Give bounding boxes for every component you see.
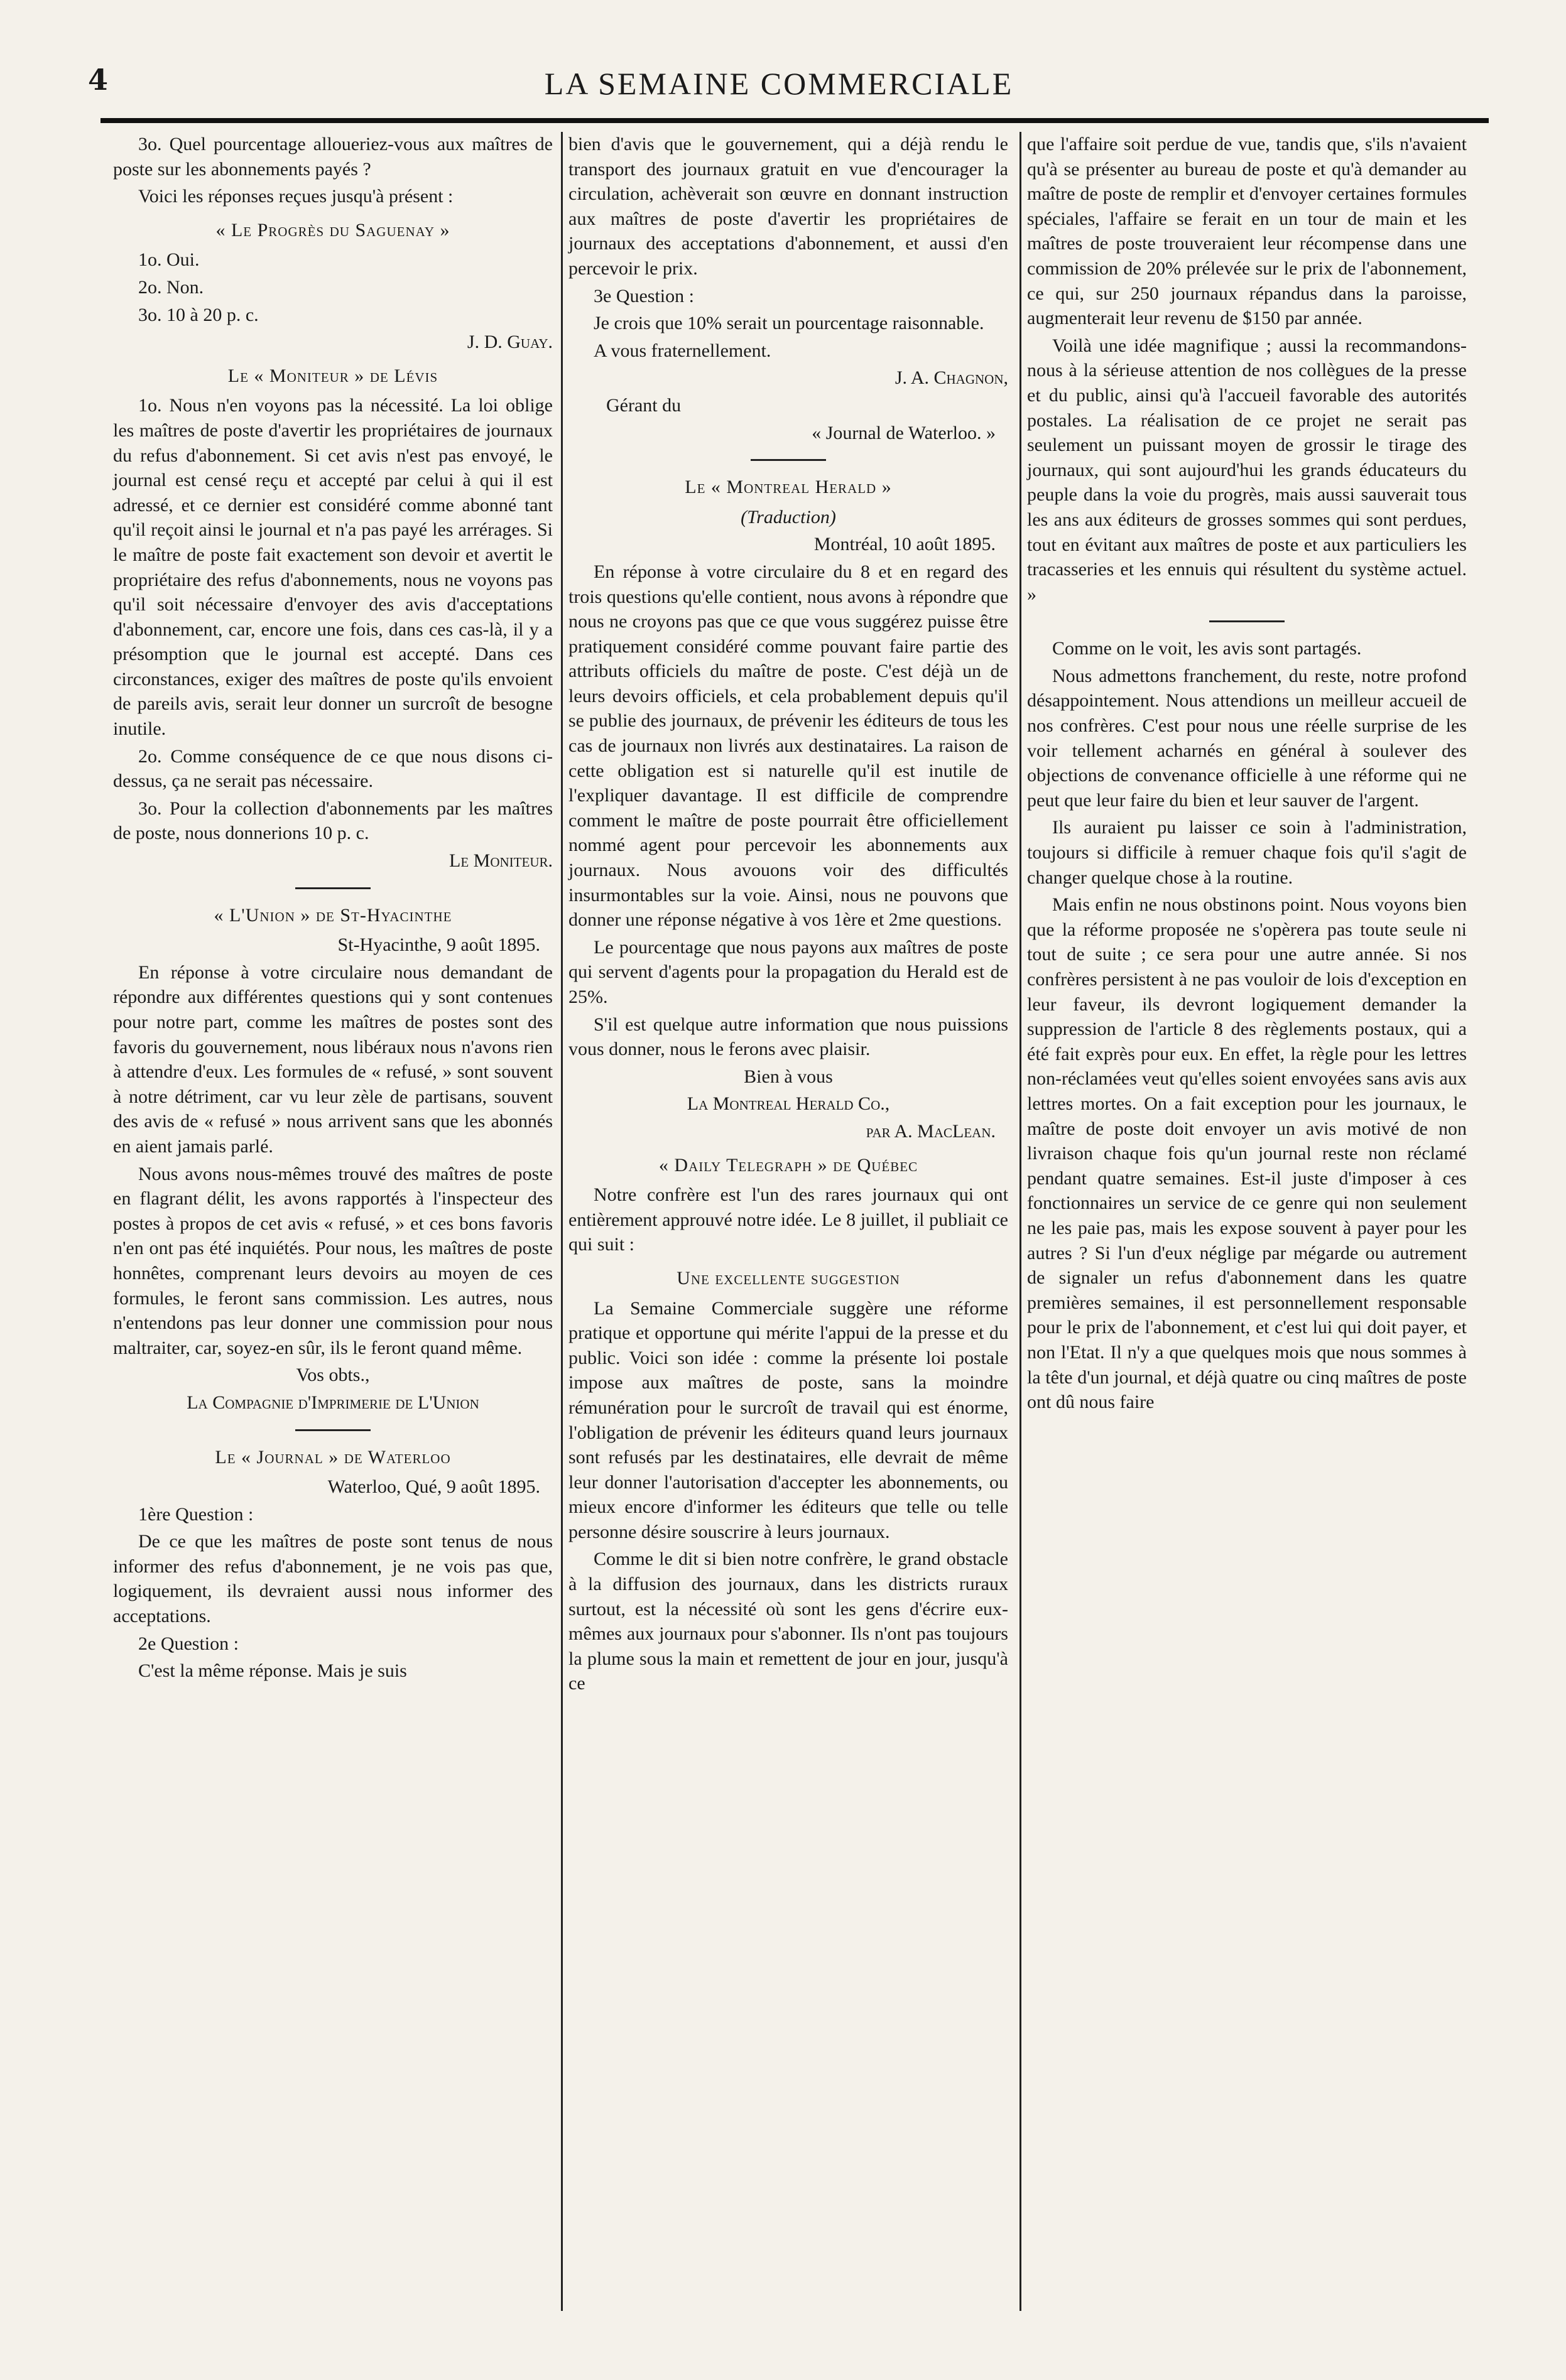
paragraph: Comme on le voit, les avis sont partagés. [1052, 638, 1362, 659]
paragraph: 2o. Comme conséquence de ce que nous disons ci-dessus, ça ne serait pas nécessaire. [113, 745, 553, 792]
header-rule [101, 118, 1489, 123]
paragraph: Voici les réponses reçues jusqu'à présent : [138, 186, 454, 207]
signature-title: Gérant du [606, 394, 682, 416]
answer-line: 2o. Non. [138, 276, 204, 298]
closing: Vos obts., [296, 1365, 370, 1386]
column-separator [1020, 132, 1021, 2311]
article-column-1 [113, 132, 553, 1686]
paragraph: Je crois que 10% serait un pourcentage raisonnable. [594, 313, 984, 334]
section-heading: Le « Moniteur » de Lévis [227, 365, 438, 386]
dateline: St-Hyacinthe, 9 août 1895. [337, 934, 540, 956]
paragraph: bien d'avis que le gouvernement, qui a déjà rendu le transport des journaux gratuit en vue d'encourager la circulation, achèverait son œuvre en donnant instruction aux maîtres de poste d'avertir les propriétaires de journaux des acceptations d'abonnement, et aussi d'en percevoir le prix. [568, 134, 1008, 279]
answer-line: 3o. 10 à 20 p. c. [138, 304, 259, 325]
paragraph: Notre confrère est l'un des rares journaux qui ont entièrement approuvé notre idée. Le 8 juillet, il publiait ce qui suit : [568, 1184, 1008, 1255]
section-heading: « Daily Telegraph » de Québec [658, 1154, 918, 1176]
section-heading: Le « Montreal Herald » [685, 477, 892, 498]
signature: La Compagnie d'Imprimerie de L'Union [187, 1392, 479, 1413]
translation-note: (Traduction) [741, 506, 836, 527]
paragraph: En réponse à votre circulaire du 8 et en regard des trois questions qu'elle contient, nous avons à répondre que nous ne croyons pas que ce que vous suggérez puisse être pratiquement considéré comme pouvant faire partie des attributs officiels du maître de poste. C'est déjà un de leurs devoirs officiels, et cela probablement depuis qu'il se publie des journaux, de prévenir les éditeurs de tous les cas de journaux non livrés aux destinataires. La raison de cette obligation est si naturelle qu'il est inutile de l'expliquer davantage. Il est difficile de comprendre comment le maître de poste pourrait être officiellement nommé agent pour percevoir les abonnements aux journaux. Nous avouons voir des difficultés insurmontables sur la voie. Ainsi, nous ne pouvons que donner une réponse négative à vos 1ère et 2me questions. [568, 561, 1008, 931]
section-heading: « Le Progrès du Saguenay » [215, 219, 450, 241]
paragraph: De ce que les maîtres de poste sont tenus de nous informer des refus d'abonnement, je ne vois pas que, logiquement, ils devraient aussi nous informer des acceptations. [113, 1531, 553, 1627]
answer-line: 1o. Oui. [138, 249, 200, 271]
question-label: 1ère Question : [138, 1503, 254, 1525]
paragraph: Mais enfin ne nous obstinons point. Nous voyons bien que la réforme proposée ne s'opèrera pas toute seule ni tout de suite ; ce sera pour une autre année. Si nos confrères persistent à ne pas vouloir de lois d'exception en leur faveur, ils devront logiquement demander la suppression de l'article 8 des règlements postaux, qui a été fait exprès pour eux. En effet, la règle pour les lettres non-réclamées veut qu'elles soient envoyées sans avis aux lettres mortes. On a fait exception pour les journaux, le maître de poste doit envoyer un avis motivé de non livraison chaque fois qu'un journal reste non réclamé pendant quatre semaines. Est-il juste d'imposer à ces fonctionnaires un service de ce genre qui non seulement ne les paie pas, mais les expose souvent à payer pour les autres ? Si l'un d'eux néglige par mégarde ou autrement de signaler un refus d'abonnement dans les quatre premières semaines, il est personnellement responsable pour le prix de l'abonnement, et c'est lui qui doit payer, et non l'Etat. Il n'y a que quelques mois que nous sommes à la tête d'un journal, et déjà quatre ou cinq maîtres de poste ont dû nous faire [1027, 894, 1467, 1413]
paragraph: Nous avons nous-mêmes trouvé des maîtres de poste en flagrant délit, les avons rapportés à l'inspecteur des postes à propos de cet avis « refusé, » et ces bons favoris n'en ont pas été inquiétés. Pour nous, les maîtres de poste honnêtes, comprenant leurs devoirs au moyen de ces formules, le feront sans commission. Les autres, nous n'entendons pas leur donner une commission pour nous maltraiter, car, soyez-en sûr, ils le feront quand même. [113, 1163, 553, 1358]
signature: J. A. Chagnon, [894, 367, 1008, 389]
section-divider [1209, 620, 1285, 622]
paragraph: Nous admettons franchement, du reste, notre profond désappointement. Nous attendions un meilleur accueil de nos confrères. C'est pour nous une réelle surprise de les voir tellement acharnés en général à soulever des objections de convenance officielle à une réforme qui ne peut que leur faire du bien et leur sauver de l'argent. [1027, 665, 1467, 811]
question-label: 2e Question : [138, 1633, 239, 1654]
paragraph: C'est la même réponse. Mais je suis [138, 1660, 407, 1682]
paragraph: Le pourcentage que nous payons aux maîtres de poste qui servent d'agents pour la propagation du Herald est de 25%. [568, 936, 1008, 1007]
paragraph: que l'affaire soit perdue de vue, tandis que, s'ils n'avaient qu'à se présenter au bureau de poste et qu'à demander au maître de poste de remplir et d'envoyer certaines formules spéciales, l'affaire se ferait en un tour de main et les maîtres de poste trouveraient leur récompense dans une commission de 20% prélevée sur le prix de l'abonnement, ce qui, sur 250 journaux répandus dans la paroisse, augmenterait leur revenu de $150 par année. [1027, 134, 1467, 329]
section-heading: Une excellente suggestion [677, 1267, 900, 1289]
section-heading: Le « Journal » de Waterloo [215, 1446, 451, 1468]
section-heading: « L'Union » de St-Hyacinthe [214, 904, 452, 926]
signature: La Montreal Herald Co., [687, 1093, 890, 1115]
paragraph: En réponse à votre circulaire nous demandant de répondre aux différentes questions qui y sont contenues pour notre part, comme les maîtres de postes sont des favoris du gouvernement, nous libéraux nous n'avons rien à attendre d'eux. Les formules de « refusé, » sont souvent à notre détriment, car vu leur zèle de partisans, souvent des avis de « refusé » nous arrivent sans que les abonnés en aient jamais parlé. [113, 961, 553, 1157]
article-column-2 [568, 132, 1008, 1699]
paragraph: Ils auraient pu laisser ce soin à l'administration, toujours si difficile à remuer chaque fois qu'il s'agit de changer quelque chose à la routine. [1027, 817, 1467, 888]
section-divider [751, 459, 826, 461]
signature-title: « Journal de Waterloo. » [812, 422, 996, 443]
paragraph: La Semaine Commerciale suggère une réforme pratique et opportune qui mérite l'appui de la presse et du public. Voici son idée : comme la présente loi postale impose aux maîtres de poste, sans la moindre rémunération pour le surcroît de travail qui est énorme, l'obligation de prévenir les éditeurs quand leurs journaux sont refusés par les destinataires, elle devrait de même leur donner l'autorisation d'accepter les abonnements, ou mieux encore d'informer les éditeurs que telle ou telle personne désire souscrire à leurs journaux. [568, 1297, 1008, 1542]
page-number: 4 [88, 63, 109, 97]
article-column-3 [1027, 132, 1467, 1417]
section-divider [295, 1429, 371, 1431]
paragraph: Comme le dit si bien notre confrère, le grand obstacle à la diffusion des journaux, dans les districts ruraux surtout, est la nécessité où sont les gens d'écrire eux-mêmes aux journaux pour s'abonner. Ils n'ont pas toujours la plume sous la main et remettent de jour en jour, jusqu'à ce [568, 1549, 1008, 1694]
paragraph: Voilà une idée magnifique ; aussi la recommandons-nous à la sérieuse attention de nos collègues de la presse et du public, ainsi qu'à l'accueil favorable des autorités postales. La réalisation de ce projet ne serait pas seulement un puissant moyen de grossir le tirage des journaux, qui sont aujourd'hui les grands éducateurs du peuple dans la voie du progrès, mais aussi sauverait tous les ans aux éditeurs de grosses sommes qui sont perdues, tout en évitant aux maîtres de poste et aux particuliers les tracasseries et les ennuis qui résultent du système actuel. » [1027, 335, 1467, 605]
signature: par A. MacLean. [866, 1120, 996, 1142]
page-header [88, 63, 1470, 113]
dateline: Montréal, 10 août 1895. [813, 534, 996, 555]
closing: Bien à vous [744, 1066, 833, 1087]
paragraph: 3o. Quel pourcentage alloueriez-vous aux maîtres de poste sur les abonnements payés ? [113, 134, 553, 180]
paragraph: A vous fraternellement. [594, 340, 771, 361]
column-separator [561, 132, 563, 2311]
masthead-title: LA SEMAINE COMMERCIALE [544, 66, 1014, 101]
section-divider [295, 887, 371, 889]
question-label: 3e Question : [594, 285, 694, 306]
signature: J. D. Guay. [467, 332, 553, 353]
dateline: Waterloo, Qué, 9 août 1895. [327, 1476, 540, 1498]
signature: Le Moniteur. [449, 850, 553, 872]
paragraph: 1o. Nous n'en voyons pas la nécessité. La loi oblige les maîtres de poste d'avertir les propriétaires de journaux du refus d'abonnement. Si cet avis n'est pas envoyé, le journal est censé reçu et accepté par celui à qui il est adressé, et ce dernier est considéré comme abonné tant qu'il reçoit ainsi le journal et n'a pas payé les arrérages. Si le maître de poste fait exactement son devoir et avertit le propriétaire des refus d'abonnements, nous ne voyons pas qu'il soit nécessaire d'envoyer des avis d'acceptations d'abonnement, car, encore une fois, dans ces cas-là, il y a présomption que le journal est accepté. Dans ces circonstances, exiger des maîtres de poste qu'ils envoient de pareils avis, serait leur donner un surcroît de besogne inutile. [113, 395, 553, 740]
paragraph: S'il est quelque autre information que nous puissions vous donner, nous le ferons avec plaisir. [568, 1014, 1008, 1060]
paragraph: 3o. Pour la collection d'abonnements par les maîtres de poste, nous donnerions 10 p. c. [113, 798, 553, 844]
